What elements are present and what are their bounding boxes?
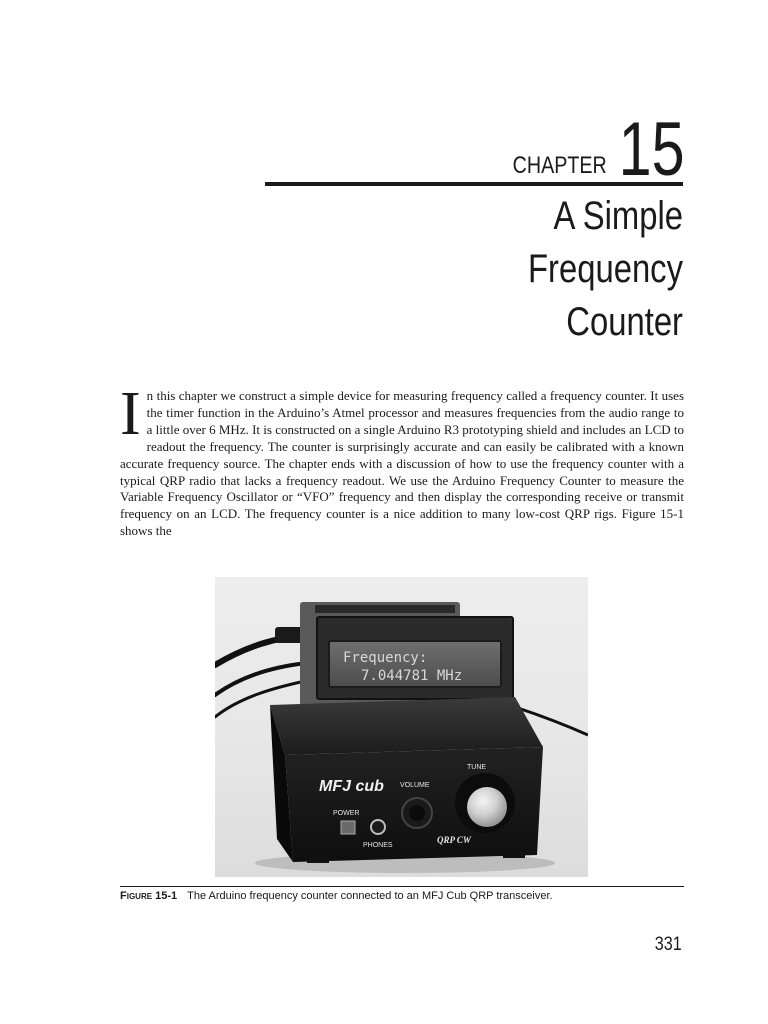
radio-top [270, 697, 543, 755]
chapter-number: 15 [619, 107, 685, 192]
phones-label: PHONES [363, 842, 393, 849]
volume-knob-center [409, 805, 425, 821]
volume-label: VOLUME [400, 782, 430, 789]
chapter-title-line: Frequency [528, 247, 683, 291]
brand-label: MFJ cub [319, 778, 384, 795]
radio-foot [503, 852, 525, 858]
tune-knob [467, 787, 507, 827]
intro-text: n this chapter we construct a simple device for measuring frequency called a frequency counter. It uses the timer function in the Arduino’s Atmel processor and measures frequencies from the audio range to a little over 6 MHz. It is constructed on a single Arduino R3 prototyping shield and includes an LCD to readout the frequency. The counter is surprisingly accurate and can easily be calibrated with a known accurate frequency source. The chapter ends with a discussion of how to use the frequency counter with a typical QRP radio that lacks a frequency readout. We use the Arduino Frequency Counter to measure the Variable Frequency Oscillator or “VFO” frequency and then display the corresponding receive or transmit frequency on an LCD. The frequency counter is a nice addition to many low-cost QRP rigs. Figure 15-1 shows the [120, 388, 684, 539]
chapter-label: CHAPTER [512, 152, 607, 179]
caption-label: Figure 15-1 [120, 890, 178, 902]
power-label: POWER [333, 810, 360, 817]
chapter-title-line: A Simple [553, 194, 683, 238]
chapter-heading [265, 100, 685, 192]
power-button [341, 821, 355, 834]
chapter-title [528, 190, 683, 349]
figure-photo [215, 577, 588, 877]
caption-rule [120, 886, 684, 887]
page-number: 331 [655, 934, 682, 955]
radio-foot [307, 857, 329, 863]
drop-cap: I [120, 380, 141, 448]
lcd-line-1: Frequency: [343, 650, 428, 666]
lcd-line-2: 7.044781 MHz [361, 668, 463, 684]
figure-caption [120, 889, 684, 903]
intro-paragraph [120, 380, 684, 540]
header-pins [315, 605, 455, 613]
panel-text: QRP CW [437, 835, 471, 845]
caption-text: The Arduino frequency counter connected to an MFJ Cub QRP transceiver. [187, 890, 553, 902]
chapter-title-line: Counter [566, 300, 683, 344]
figure-photo-illustration [215, 577, 588, 877]
tune-label: TUNE [467, 764, 487, 771]
phones-jack [371, 820, 385, 834]
